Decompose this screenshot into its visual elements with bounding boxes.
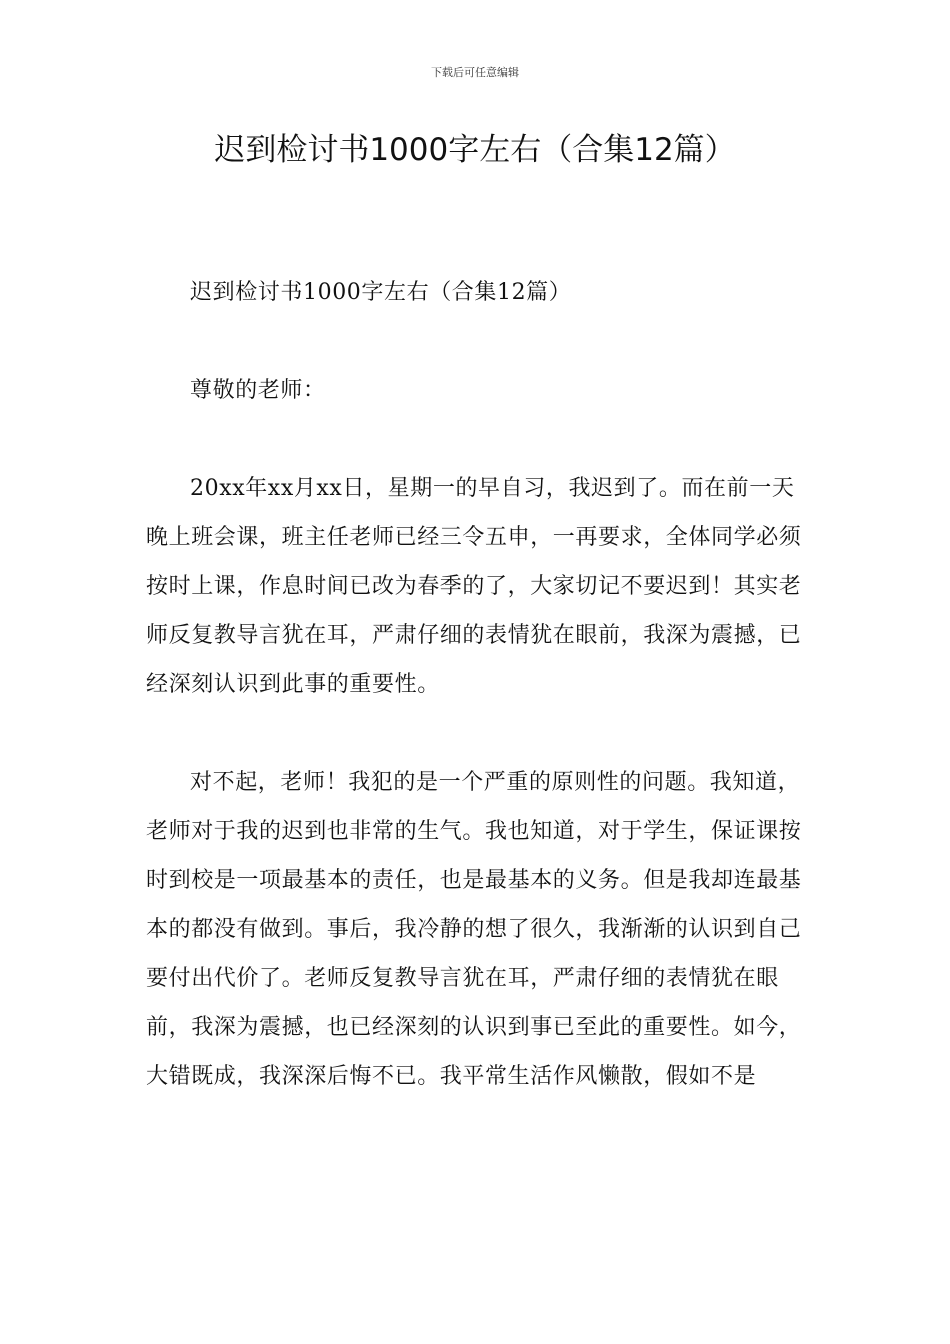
paragraph-subtitle: 迟到检讨书1000字左右（合集12篇） — [190, 280, 572, 305]
paragraph-body-2: 对不起，老师！我犯的是一个严重的原则性的问题。我知道，老师对于我的迟到也非常的生气。我也知道，对于学生，保证课按时到校是一项最基本的责任，也是最基本的义务。但是我却连最基本的都没有做到。事后，我冷静的想了很久，我渐渐的认识到自己要付出代价了。老师反复教导言犹在耳，严肃仔细的表情犹在眼前，我深为震撼，也已经深刻的认识到事已至此的重要性。如今，大错既成，我深深后悔不已。我平常生活作风懒散，假如不是 — [146, 770, 802, 1089]
page-title: 迟到检讨书1000字左右（合集12篇） — [214, 132, 736, 168]
paragraph-salutation: 尊敬的老师： — [190, 378, 326, 403]
paragraph-body-1: 20xx年xx月xx日，星期一的早自习，我迟到了。而在前一天晚上班会课，班主任老师已经三令五申，一再要求，全体同学必须按时上课，作息时间已改为春季的了，大家切记不要迟到！其实老师反复教导言犹在耳，严肃仔细的表情犹在眼前，我深为震撼，已经深刻认识到此事的重要性。 — [146, 476, 802, 697]
document-body — [146, 268, 806, 1150]
header-note: 下载后可任意编辑 — [431, 66, 519, 79]
